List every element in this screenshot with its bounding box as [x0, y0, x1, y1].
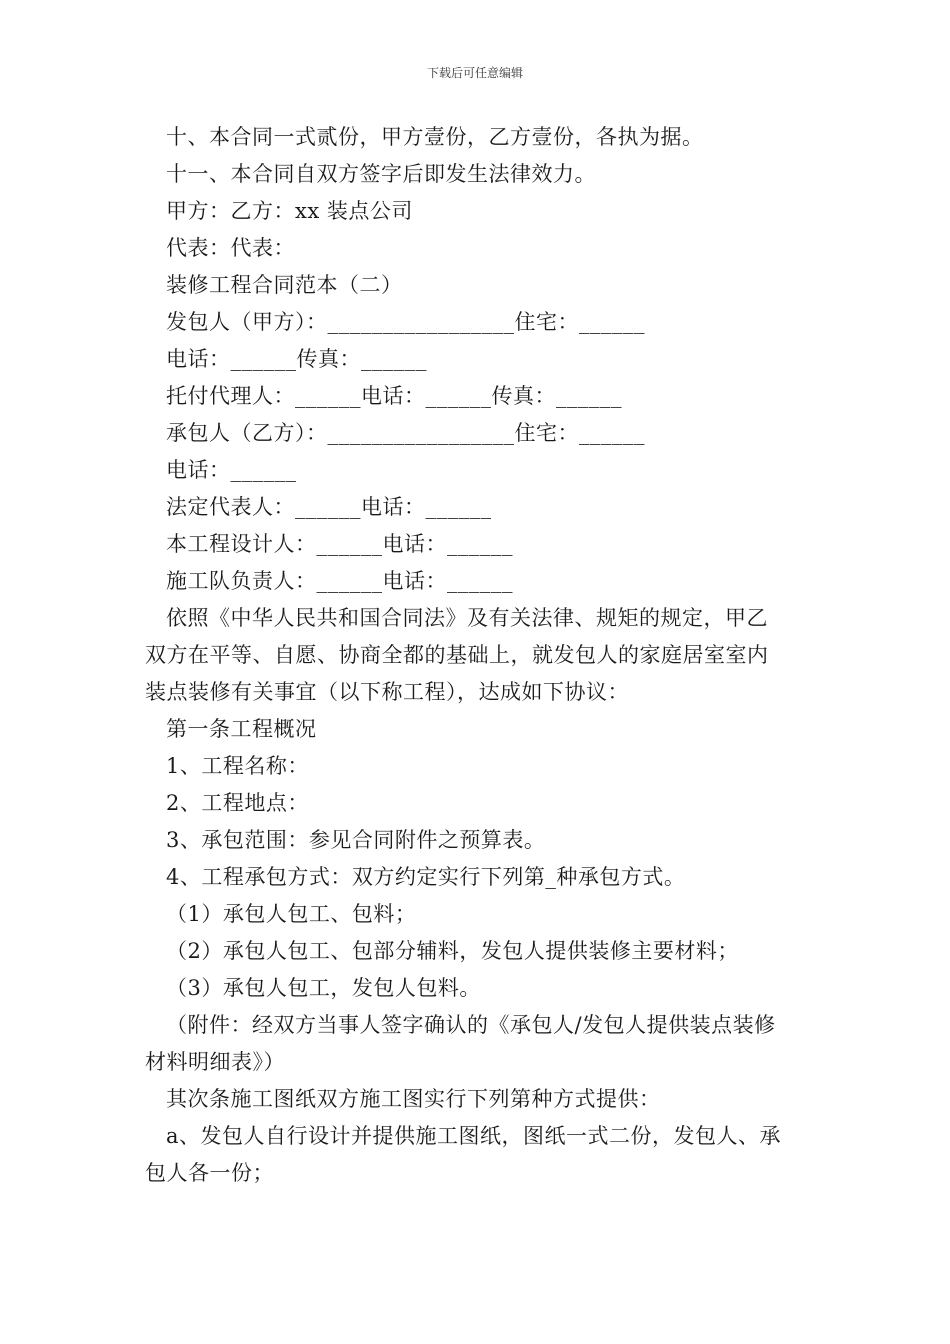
agent-line: 托付代理人：______电话：______传真：______	[166, 384, 622, 408]
method-option-1: （1）承包人包工、包料；	[166, 902, 417, 926]
contract-method-line: 4、工程承包方式：双方约定实行下列第_种承包方式。	[166, 865, 686, 889]
article-2-title: 其次条施工图纸双方施工图实行下列第种方式提供：	[166, 1087, 661, 1111]
designer-line: 本工程设计人：______电话：______	[166, 532, 513, 556]
attachment-note-line: 材料明细表》）	[145, 1050, 285, 1074]
representative-line: 代表：代表：	[166, 236, 295, 260]
attachment-note	[145, 1007, 810, 1081]
project-name-line: 1、工程名称：	[166, 754, 309, 778]
drawing-option-a	[145, 1118, 810, 1192]
party-a-line: 发包人（甲方）：_________________住宅：______	[166, 310, 645, 334]
drawing-option-a-line: 包人各一份；	[145, 1161, 274, 1185]
article-1-title: 第一条工程概况	[166, 717, 317, 741]
project-location-line: 2、工程地点：	[166, 791, 309, 815]
party-b-line: 承包人（乙方）：_________________住宅：______	[166, 421, 645, 445]
page-header: 下载后可任意编辑	[426, 66, 523, 80]
party-a-contact-line: 电话：______传真：______	[166, 347, 427, 371]
legal-rep-line: 法定代表人：______电话：______	[166, 495, 492, 519]
clause-11: 十一、本合同自双方签字后即发生法律效力。	[166, 162, 596, 186]
party-b-phone-line: 电话：______	[166, 458, 297, 482]
method-option-2: （2）承包人包工、包部分辅料，发包人提供装修主要材料；	[166, 939, 739, 963]
document-body	[145, 119, 810, 1192]
party-signature-line: 甲方：乙方：xx 装点公司	[166, 199, 413, 223]
intro-paragraph-line: 装点装修有关事宜（以下称工程），达成如下协议：	[145, 680, 629, 704]
intro-paragraph-line: 双方在平等、自愿、协商全都的基础上，就发包人的家庭居室室内	[145, 643, 769, 667]
section-title: 装修工程合同范本（二）	[166, 273, 403, 297]
intro-paragraph	[145, 600, 810, 711]
drawing-option-a-line: a、发包人自行设计并提供施工图纸，图纸一式二份，发包人、承	[166, 1124, 782, 1148]
team-leader-line: 施工队负责人：______电话：______	[166, 569, 513, 593]
intro-paragraph-line: 依照《中华人民共和国合同法》及有关法律、规矩的规定，甲乙	[166, 606, 768, 630]
clause-10: 十、本合同一式贰份，甲方壹份，乙方壹份，各执为据。	[166, 125, 704, 149]
attachment-note-line: （附件：经双方当事人签字确认的《承包人/发包人提供装点装修	[166, 1013, 776, 1037]
scope-line: 3、承包范围：参见合同附件之预算表。	[166, 828, 546, 852]
method-option-3: （3）承包人包工，发包人包料。	[166, 976, 481, 1000]
